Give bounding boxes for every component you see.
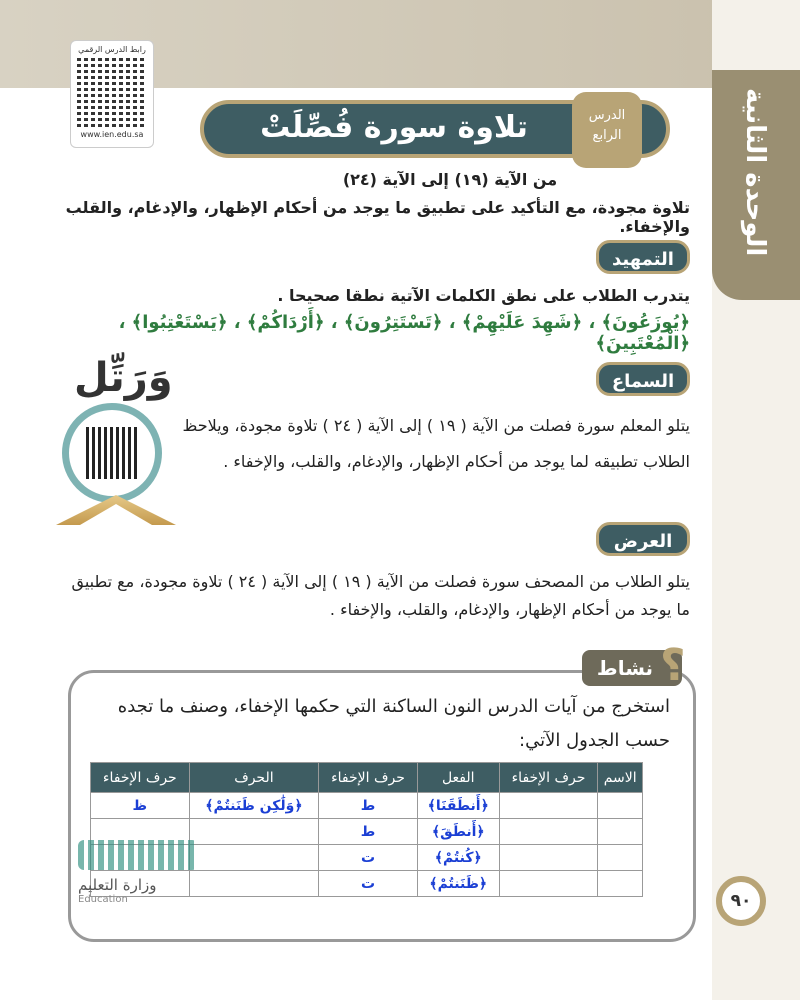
recitation-decoration <box>56 355 176 535</box>
section-samaa-label: السماع <box>596 362 690 396</box>
table-header-row <box>91 763 643 793</box>
lesson-badge-line1: الدرس <box>588 108 626 123</box>
table-header: حرف الإخفاء <box>319 763 418 793</box>
ministry-name-en: Education <box>78 894 128 905</box>
table-cell[interactable]: ط <box>319 793 418 819</box>
table-cell[interactable] <box>499 871 598 897</box>
table-cell[interactable] <box>598 819 643 845</box>
ministry-name: وزارة التعليم <box>78 876 157 894</box>
table-cell[interactable]: ت <box>319 845 418 871</box>
quran-stand-icon <box>56 495 176 525</box>
section-tamheed-text: يتدرب الطلاب على نطق الكلمات الآتية نطقا صحيحا . <box>277 286 690 305</box>
lesson-badge-line2: الرابع <box>592 128 622 143</box>
calligraphy-logo: وَرَتِّل <box>74 355 173 401</box>
table-cell[interactable]: ﴿ظَنَنتُمْ﴾ <box>417 871 499 897</box>
table-cell[interactable] <box>499 845 598 871</box>
table-cell[interactable] <box>499 819 598 845</box>
table-header: حرف الإخفاء <box>499 763 598 793</box>
table-row <box>91 793 643 819</box>
section-ard-label: العرض <box>596 522 690 556</box>
table-cell[interactable]: ت <box>319 871 418 897</box>
section-ard-text: يتلو الطلاب من المصحف سورة فصلت من الآية ( ١٩ ) إلى الآية ( ٢٤ ) تلاوة مجودة، مع تطبيق ما يوجد من أحكام الإظهار، والإدغام، والقلب، والإخفاء . <box>71 572 690 619</box>
table-cell[interactable] <box>189 871 319 897</box>
table-header: الاسم <box>598 763 643 793</box>
page-number: ٩٠ <box>716 876 766 926</box>
table-cell[interactable]: ظ <box>91 793 190 819</box>
lesson-badge <box>572 92 642 168</box>
qr-url[interactable]: www.ien.edu.sa <box>80 130 144 139</box>
table-cell[interactable] <box>598 793 643 819</box>
section-samaa-text: يتلو المعلم سورة فصلت من الآية ( ١٩ ) إلى الآية ( ٢٤ ) تلاوة مجودة، ويلاحظ الطلاب تطبيقه لما يوجد من أحكام الإظهار، والإدغام، والقلب، والإخفاء . <box>182 416 690 471</box>
table-cell[interactable] <box>499 793 598 819</box>
lesson-qr-card[interactable] <box>70 40 154 148</box>
lesson-intro: تلاوة مجودة، مع التأكيد على تطبيق ما يوجد من أحكام الإظهار، والإدغام، والقلب والإخفاء. <box>65 198 690 236</box>
audio-qr-icon[interactable] <box>86 427 138 479</box>
table-cell[interactable] <box>189 819 319 845</box>
table-cell[interactable] <box>598 871 643 897</box>
activity-label: نشاط <box>582 650 682 686</box>
tamheed-words: ﴿يُوزَعُونَ﴾ ، ﴿شَهِدَ عَلَيْهِمْ﴾ ، ﴿تَسْتَتِرُونَ﴾ ، ﴿أَرْدَاكُمْ﴾ ، ﴿يَسْتَعْتِبُوا﴾ ، ﴿الْمُعْتَبِينَ﴾ <box>118 312 690 354</box>
ministry-dots-icon <box>78 840 198 870</box>
table-cell[interactable] <box>189 845 319 871</box>
qr-code-icon[interactable] <box>77 57 147 127</box>
table-cell[interactable]: ﴿وَلَٰكِن ظَنَنتُمْ﴾ <box>189 793 319 819</box>
table-cell[interactable] <box>598 845 643 871</box>
qr-caption: رابط الدرس الرقمي <box>78 45 146 54</box>
section-tamheed-label: التمهيد <box>596 240 690 274</box>
table-cell[interactable]: ﴿أَنطَقَنَا﴾ <box>417 793 499 819</box>
ministry-logo <box>78 840 198 920</box>
table-cell[interactable]: ﴿أَنطَقَ﴾ <box>417 819 499 845</box>
activity-prompt: استخرج من آيات الدرس النون الساكنة التي حكمها الإخفاء، وصنف ما تجده حسب الجدول الآتي: <box>117 696 670 751</box>
question-mark-icon: ؟ <box>660 640 686 691</box>
table-header: حرف الإخفاء <box>91 763 190 793</box>
table-cell[interactable]: ط <box>319 819 418 845</box>
table-header: الفعل <box>417 763 499 793</box>
lesson-title: تلاوة سورة فُصِّلَتْ <box>260 110 528 145</box>
unit-title: الوحدة الثانية <box>740 88 770 257</box>
lesson-subtitle: من الآية (١٩) إلى الآية (٢٤) <box>342 170 558 189</box>
table-cell[interactable]: ﴿كُنتُمْ﴾ <box>417 845 499 871</box>
table-header: الحرف <box>189 763 319 793</box>
